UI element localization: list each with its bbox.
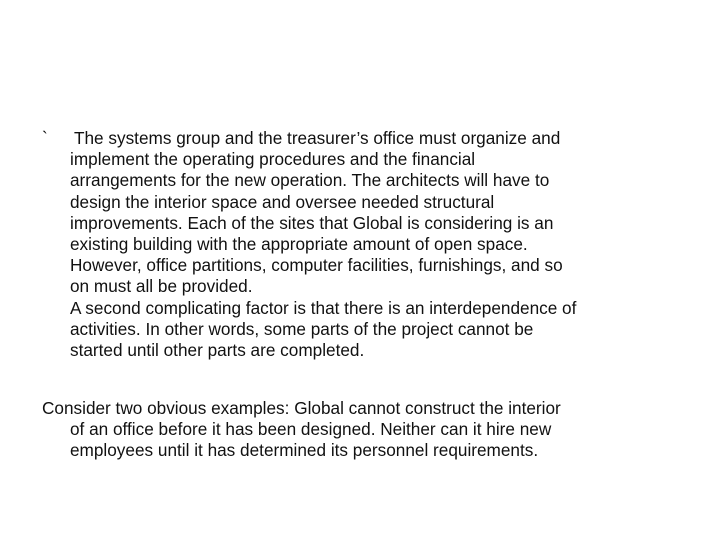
- paragraph-line: However, office partitions, computer facilities, furnishings, and so: [70, 255, 563, 276]
- paragraph-line: existing building with the appropriate amount of open space.: [70, 234, 528, 255]
- paragraph-line: employees until it has determined its personnel requirements.: [70, 440, 539, 461]
- paragraph-line: A second complicating factor is that there is an interdependence of: [70, 297, 577, 318]
- paragraph-line: improvements. Each of the sites that Global is considering is an: [70, 212, 554, 233]
- paragraph-line: arrangements for the new operation. The architects will have to: [70, 170, 550, 191]
- paragraph-line: on must all be provided.: [70, 276, 253, 297]
- first-paragraph: [42, 128, 682, 361]
- paragraph-line: design the interior space and oversee needed structural: [70, 191, 495, 212]
- paragraph-line: of an office before it has been designed. Neither can it hire new: [70, 419, 552, 440]
- paragraph-line: Consider two obvious examples: Global cannot construct the interior: [42, 398, 561, 418]
- paragraph-line-text: The systems group and the treasurer’s office must organize and: [74, 128, 561, 148]
- second-paragraph: [42, 398, 682, 462]
- paragraph-line: [42, 128, 682, 149]
- paragraph-line: started until other parts are completed.: [70, 340, 365, 361]
- paragraph-line: implement the operating procedures and the financial: [70, 149, 476, 170]
- backtick-mark: `: [42, 128, 48, 148]
- paragraph-line: activities. In other words, some parts of the project cannot be: [70, 318, 534, 339]
